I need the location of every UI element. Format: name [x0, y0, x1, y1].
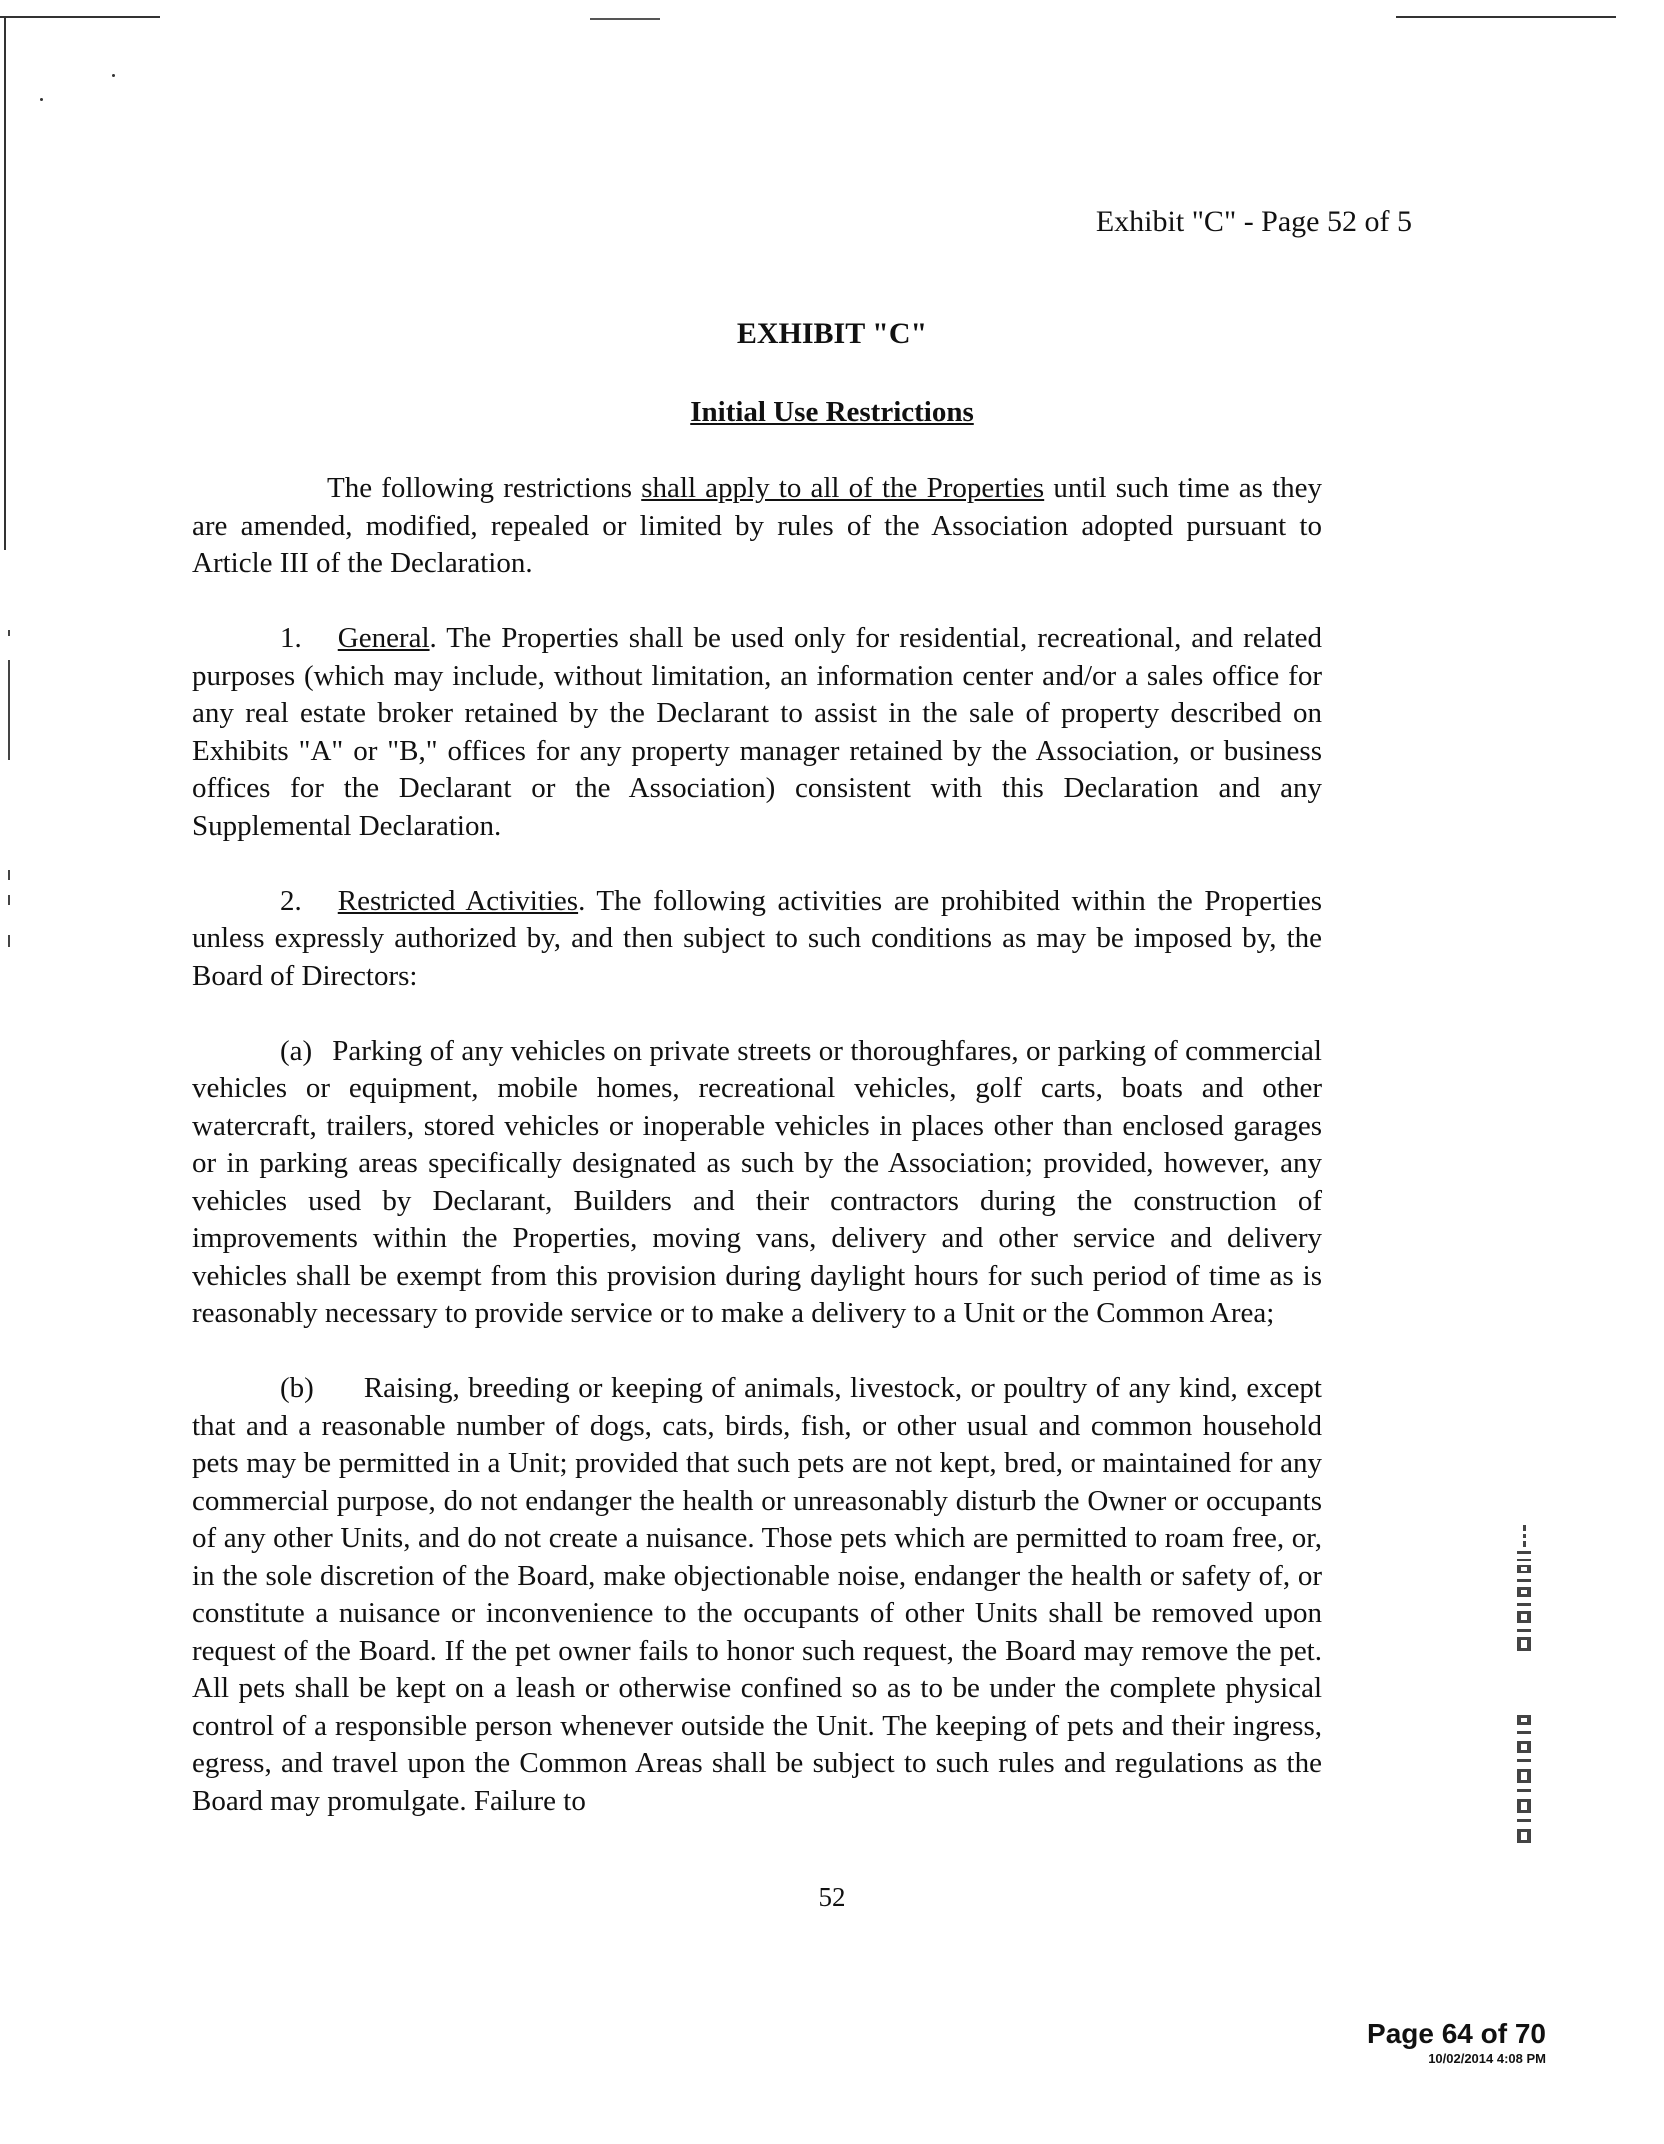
scan-artifact-tick: [8, 935, 10, 947]
footer-timestamp: 10/02/2014 4:08 PM: [1428, 2051, 1546, 2066]
scan-artifact-line: [590, 18, 660, 20]
footer-page-count: Page 64 of 70: [1367, 2018, 1546, 2049]
scan-artifact-dot: [112, 74, 115, 77]
exhibit-page-header: Exhibit "C" - Page 52 of 5: [1095, 205, 1412, 238]
section-heading: Restricted Activities: [337, 884, 579, 917]
scan-artifact-dot: [40, 98, 43, 101]
item-a-parking: (a) Parking of any vehicles on private streets or thoroughfares, or parking of commercial vehicles or equipment, mobile homes, recreational vehicles, golf carts, boats and other watercraft, trailers, stored vehicles or inoperable vehicles in places other than enclosed garages or in parking areas specifically designated as such by the Association; provided, however, any vehicles used by Declarant, Builders and their contractors during the construction of improvements within the Properties, moving vans, delivery and other service and delivery vehicles shall be exempt from this provision during daylight hours for such period of time as is reasonably necessary to provide service or to make a delivery to a Unit or the Common Area;: [192, 1034, 1322, 1329]
section-number: 1.: [280, 622, 302, 654]
scan-artifact-tick: [8, 870, 10, 880]
section-restricted-activities: 2. Restricted Activities. The following activities are prohibited within the Properties unless expressly authorized by, and then subject to such conditions as may be imposed by, the Board of Directors:: [192, 884, 1322, 992]
item-label: (b): [280, 1372, 314, 1404]
section-number: 2.: [280, 884, 302, 917]
document-title: EXHIBIT "C": [736, 317, 928, 350]
scan-artifact-line: [0, 16, 160, 18]
scan-artifact-line: [1396, 16, 1616, 18]
document-body: [192, 470, 1322, 1858]
document-subtitle: Initial Use Restrictions: [690, 396, 974, 428]
page-number: 52: [818, 1882, 846, 1912]
scan-artifact-tick: [8, 660, 10, 760]
intro-underlined-phrase: shall apply to all of the Properties: [641, 472, 1045, 504]
section-heading: General: [337, 622, 430, 654]
item-label: (a): [280, 1034, 313, 1067]
recording-stamp-image: [1495, 1525, 1555, 1855]
scan-artifact-tick: [8, 630, 10, 636]
scan-artifact-line: [4, 16, 6, 550]
item-b-animals: (b) Raising, breeding or keeping of animals, livestock, or poultry of any kind, except that and a reasonable number of dogs, cats, birds, fish, or other usual and common household pets may be permitted in a Unit; provided that such pets are not kept, bred, or maintained for any commercial purpose, do not endanger the health or unreasonably disturb the Owner or occupants of any other Units, and do not create a nuisance. Those pets which are permitted to roam free, or, in the sole discretion of the Board, make objectionable noise, endanger the health or safety of, or constitute a nuisance or inconvenience to the occupants of other Units shall be removed upon request of the Board. If the pet owner fails to honor such request, the Board may remove the pet. All pets shall be kept on a leash or otherwise confined so as to be under the complete physical control of a responsible person whenever outside the Unit. The keeping of pets and their ingress, egress, and travel upon the Common Areas shall be subject to such rules and regulations as the Board may promulgate. Failure to: [192, 1372, 1322, 1817]
intro-paragraph: The following restrictions shall apply to all of the Properties until such time as they are amended, modified, repealed or limited by rules of the Association adopted pursuant to Article III of the Declaration.: [192, 472, 1322, 579]
scan-artifact-tick: [8, 895, 10, 905]
section-general: 1. General. The Properties shall be used only for residential, recreational, and related purposes (which may include, without limitation, an information center and/or a sales office for any real estate broker retained by the Declarant to assist in the sale of property described on Exhibits "A" or "B," offices for any property manager retained by the Association, or business offices for the Declarant or the Association) consistent with this Declaration and any Supplemental Declaration.: [192, 622, 1322, 842]
